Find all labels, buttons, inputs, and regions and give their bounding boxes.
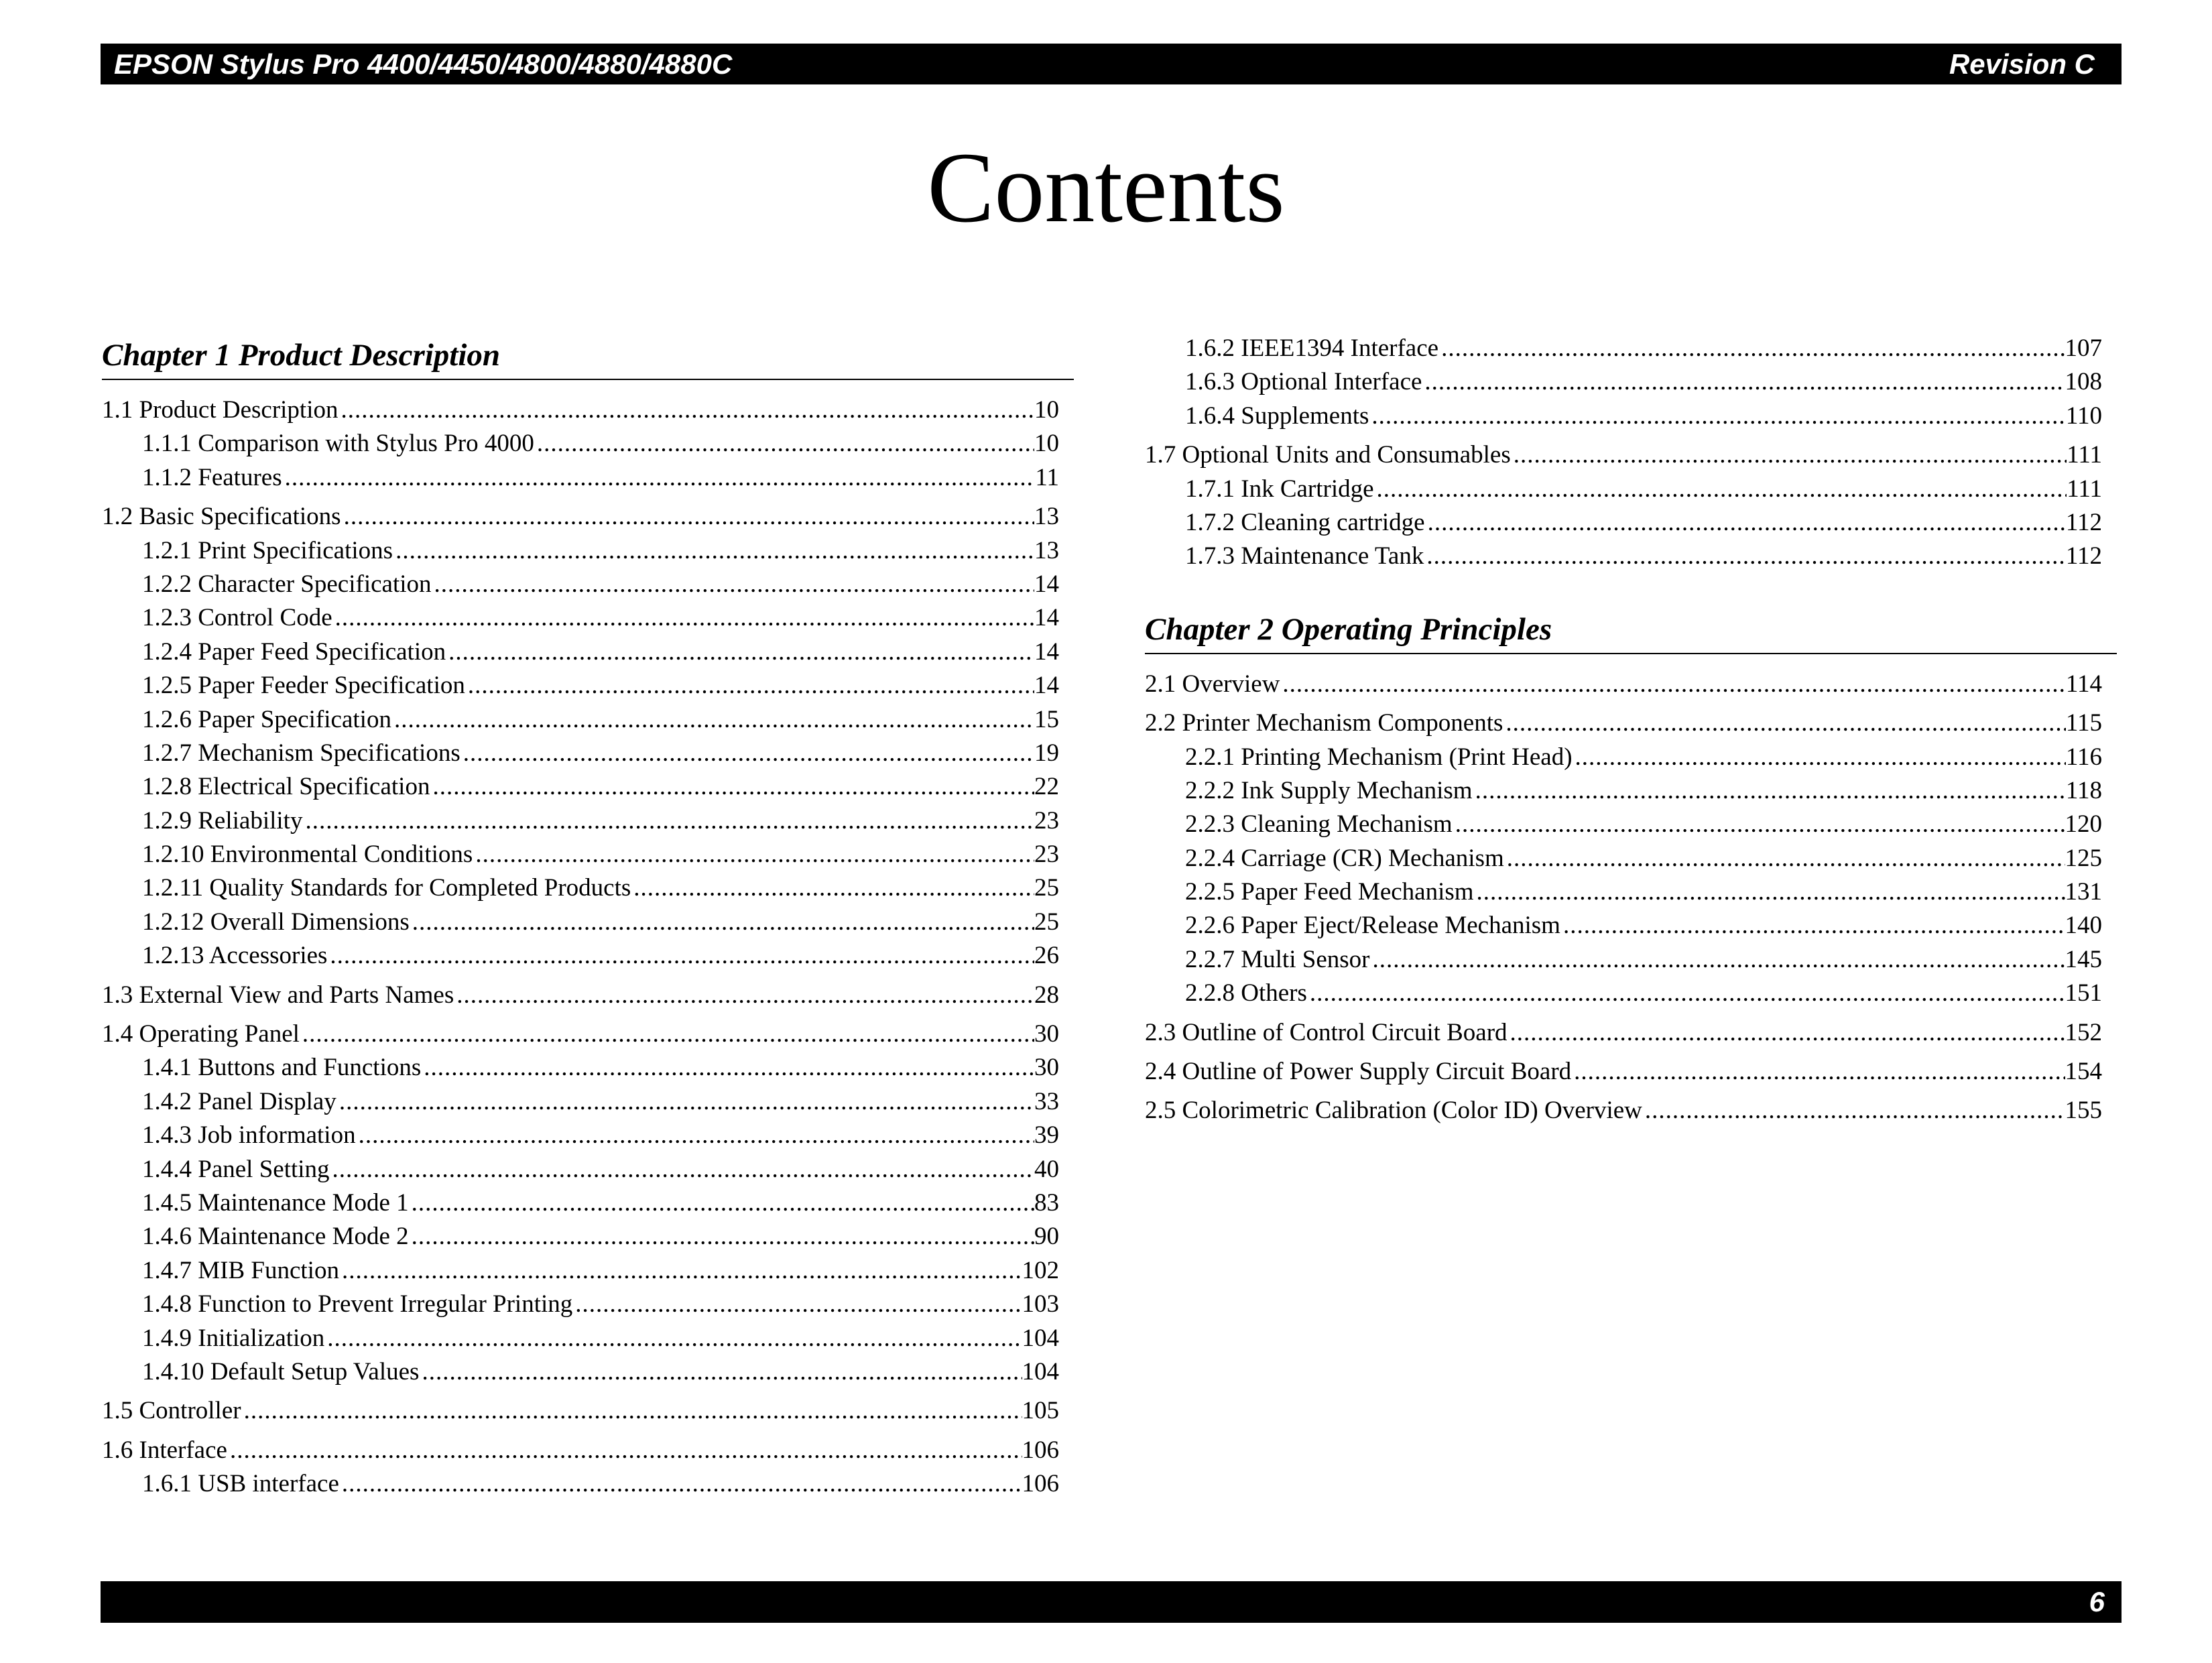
toc-entry-page: 103 (1022, 1290, 1059, 1318)
toc-entry-label: 1.7.2 Cleaning cartridge (1185, 508, 1425, 536)
dot-leader (1508, 1016, 2065, 1050)
toc-entry-label: 1.4.3 Job information (142, 1121, 356, 1150)
toc-entry-label: 2.2.3 Cleaning Mechanism (1185, 810, 1453, 839)
dot-leader (1425, 506, 2066, 540)
header-bar (101, 44, 2122, 84)
toc-entry-label: 1.2.6 Paper Specification (142, 705, 391, 733)
toc-entry[interactable] (1145, 668, 2117, 701)
toc-entry-label: 2.3 Outline of Control Circuit Board (1145, 1018, 1508, 1046)
dot-leader (341, 500, 1034, 534)
dot-leader (391, 703, 1034, 737)
toc-entry-label: 2.5 Colorimetric Calibration (Color ID) Overview (1145, 1097, 1642, 1125)
toc-entry-label: 1.2.1 Print Specifications (142, 536, 393, 564)
toc-entry-label: 2.2.1 Printing Mechanism (Print Head) (1185, 743, 1573, 771)
toc-entry-page: 155 (2065, 1097, 2102, 1125)
toc-entry[interactable] (102, 635, 1074, 669)
toc-entry-page: 23 (1034, 806, 1059, 835)
dot-leader (339, 1254, 1022, 1288)
toc-entry[interactable] (1145, 540, 2117, 573)
toc-entry-label: 1.4.6 Maintenance Mode 2 (142, 1223, 409, 1251)
dot-leader (1369, 399, 2065, 433)
toc-list (1145, 668, 2117, 1128)
toc-entry-page: 152 (2065, 1018, 2102, 1046)
dot-leader (473, 838, 1034, 871)
toc-entry[interactable] (102, 1467, 1074, 1501)
toc-entry-page: 28 (1034, 981, 1059, 1009)
toc-entry[interactable] (102, 1394, 1074, 1428)
toc-list (102, 393, 1074, 1501)
toc-entry-label: 1.2.3 Control Code (142, 604, 332, 632)
dot-leader (432, 568, 1035, 601)
toc-entry-page: 104 (1022, 1324, 1059, 1352)
toc-entry-label: 2.2.6 Paper Eject/Release Mechanism (1185, 912, 1560, 940)
toc-entry[interactable] (102, 1186, 1074, 1220)
toc-entry[interactable] (102, 1355, 1074, 1389)
right-column (1145, 332, 2117, 1128)
toc-entry-page: 105 (1022, 1397, 1059, 1425)
toc-entry-page: 106 (1022, 1436, 1059, 1464)
dot-leader (409, 1186, 1034, 1220)
dot-leader (338, 393, 1034, 427)
dot-leader (421, 1051, 1034, 1085)
toc-entry-label: 1.2.2 Character Specification (142, 570, 432, 598)
toc-entry-label: 1.6.3 Optional Interface (1185, 368, 1422, 396)
dot-leader (1424, 540, 2066, 573)
toc-entry-page: 111 (2067, 475, 2102, 503)
dot-leader (241, 1394, 1022, 1428)
toc-list (1145, 332, 2117, 574)
toc-entry-label: 2.2.7 Multi Sensor (1185, 945, 1370, 973)
toc-entry[interactable] (1145, 473, 2117, 506)
toc-entry[interactable] (1145, 909, 2117, 942)
chapter-heading[interactable]: Chapter 2 Operating Principles (1145, 606, 2117, 654)
toc-entry[interactable] (102, 1051, 1074, 1085)
document-title: EPSON Stylus Pro 4400/4450/4800/4880/4880C (114, 48, 733, 80)
toc-entry-page: 30 (1034, 1020, 1059, 1048)
toc-entry-page: 13 (1034, 503, 1059, 531)
dot-leader (460, 737, 1034, 770)
dot-leader (227, 1434, 1022, 1467)
toc-entry-label: 2.2.4 Carriage (CR) Mechanism (1185, 844, 1504, 872)
toc-entry[interactable] (1145, 1055, 2117, 1089)
dot-leader (1511, 438, 2067, 472)
toc-entry-label: 1.1.2 Features (142, 463, 282, 491)
toc-entry-page: 116 (2065, 743, 2102, 771)
toc-entry[interactable] (1145, 706, 2117, 740)
toc-entry-page: 102 (1022, 1256, 1059, 1284)
toc-entry-label: 1.2 Basic Specifications (102, 503, 341, 531)
toc-entry-label: 2.2.8 Others (1185, 979, 1307, 1007)
toc-entry-page: 23 (1034, 841, 1059, 869)
toc-entry[interactable] (1145, 506, 2117, 540)
toc-entry[interactable] (102, 534, 1074, 568)
page-title: Contents (927, 132, 1285, 243)
toc-entry-label: 1.2.9 Reliability (142, 806, 303, 835)
dot-leader (300, 1018, 1034, 1051)
dot-leader (1560, 909, 2065, 942)
toc-entry-label: 1.2.12 Overall Dimensions (142, 908, 410, 936)
toc-entry-page: 120 (2065, 810, 2102, 839)
toc-entry-label: 1.4.4 Panel Setting (142, 1155, 330, 1183)
toc-entry-page: 115 (2065, 709, 2102, 737)
toc-entry-page: 14 (1034, 570, 1059, 598)
toc-entry-page: 83 (1034, 1188, 1059, 1217)
dot-leader (330, 1153, 1034, 1186)
dot-leader (446, 635, 1034, 669)
toc-entry-label: 1.2.13 Accessories (142, 942, 328, 970)
toc-entry-label: 1.5 Controller (102, 1397, 241, 1425)
toc-entry-label: 1.6.2 IEEE1394 Interface (1185, 334, 1439, 362)
toc-entry-page: 25 (1034, 908, 1059, 936)
toc-entry[interactable] (102, 1288, 1074, 1321)
toc-entry-label: 1.6.4 Supplements (1185, 402, 1369, 430)
dot-leader (631, 871, 1034, 905)
toc-entry-page: 10 (1034, 396, 1059, 424)
toc-entry-page: 22 (1034, 773, 1059, 801)
toc-entry[interactable] (102, 1018, 1074, 1051)
toc-entry-page: 140 (2065, 912, 2102, 940)
dot-leader (332, 601, 1034, 635)
toc-entry[interactable] (1145, 365, 2117, 399)
dot-leader (1473, 774, 2066, 808)
toc-entry[interactable] (102, 906, 1074, 939)
toc-entry[interactable] (1145, 774, 2117, 808)
toc-entry-page: 118 (2065, 776, 2102, 804)
toc-entry-page: 30 (1034, 1054, 1059, 1082)
dot-leader (339, 1467, 1022, 1501)
toc-entry[interactable] (102, 393, 1074, 427)
toc-entry-label: 1.2.11 Quality Standards for Completed Products (142, 874, 631, 902)
toc-entry[interactable] (102, 1119, 1074, 1152)
toc-entry-page: 107 (2065, 334, 2102, 362)
toc-entry-page: 104 (1022, 1357, 1059, 1385)
toc-entry-label: 2.2.2 Ink Supply Mechanism (1185, 776, 1473, 804)
toc-entry-page: 14 (1034, 672, 1059, 700)
toc-entry-page: 26 (1034, 942, 1059, 970)
dot-leader (430, 770, 1034, 804)
toc-entry-page: 114 (2065, 670, 2102, 698)
dot-leader (1571, 1055, 2065, 1089)
toc-entry-page: 39 (1034, 1121, 1059, 1150)
toc-entry-label: 1.2.10 Environmental Conditions (142, 841, 473, 869)
toc-entry-label: 1.7.3 Maintenance Tank (1185, 542, 1424, 570)
toc-entry[interactable] (1145, 438, 2117, 472)
toc-entry-label: 1.4.8 Function to Prevent Irregular Printing (142, 1290, 573, 1318)
toc-entry-label: 1.4.1 Buttons and Functions (142, 1054, 422, 1082)
toc-entry-label: 1.4.10 Default Setup Values (142, 1357, 420, 1385)
toc-entry-label: 2.2.5 Paper Feed Mechanism (1185, 878, 1474, 906)
toc-entry[interactable] (102, 939, 1074, 973)
toc-entry-page: 151 (2065, 979, 2102, 1007)
toc-entry-label: 1.4.7 MIB Function (142, 1256, 339, 1284)
toc-entry[interactable] (102, 871, 1074, 905)
toc-entry[interactable] (1145, 1094, 2117, 1127)
toc-entry[interactable] (102, 461, 1074, 495)
page-number: 6 (2089, 1586, 2105, 1617)
toc-entry[interactable] (1145, 332, 2117, 365)
toc-entry-label: 1.2.8 Electrical Specification (142, 773, 430, 801)
chapter-heading[interactable]: Chapter 1 Product Description (102, 332, 1074, 380)
toc-entry[interactable] (1145, 808, 2117, 841)
toc-entry[interactable] (102, 1085, 1074, 1119)
toc-entry[interactable] (102, 804, 1074, 838)
toc-entry[interactable] (102, 979, 1074, 1012)
toc-entry[interactable] (1145, 1016, 2117, 1050)
toc-entry-page: 154 (2065, 1058, 2102, 1086)
dot-leader (1642, 1094, 2065, 1127)
toc-entry-page: 25 (1034, 874, 1059, 902)
toc-entry[interactable] (102, 669, 1074, 702)
dot-leader (465, 669, 1034, 702)
dot-leader (410, 906, 1034, 939)
toc-entry-page: 131 (2065, 878, 2102, 906)
toc-entry-label: 1.1.1 Comparison with Stylus Pro 4000 (142, 430, 534, 458)
toc-entry-page: 10 (1034, 430, 1059, 458)
toc-entry-page: 13 (1034, 536, 1059, 564)
toc-entry-label: 1.4.5 Maintenance Mode 1 (142, 1188, 409, 1217)
dot-leader (1374, 473, 2067, 506)
toc-entry-page: 111 (2067, 441, 2102, 469)
toc-entry[interactable] (102, 703, 1074, 737)
dot-leader (336, 1085, 1034, 1119)
dot-leader (356, 1119, 1034, 1152)
toc-entry-label: 1.7 Optional Units and Consumables (1145, 441, 1511, 469)
toc-entry[interactable] (102, 1254, 1074, 1288)
dot-leader (1307, 977, 2065, 1010)
toc-entry[interactable] (102, 770, 1074, 804)
dot-leader (1474, 875, 2065, 909)
dot-leader (393, 534, 1034, 568)
toc-entry[interactable] (1145, 741, 2117, 774)
dot-leader (282, 461, 1036, 495)
toc-entry-page: 33 (1034, 1087, 1059, 1115)
revision-label: Revision C (1949, 48, 2095, 80)
toc-entry-page: 40 (1034, 1155, 1059, 1183)
toc-entry-page: 19 (1034, 739, 1059, 767)
toc-entry-page: 14 (1034, 604, 1059, 632)
dot-leader (534, 427, 1034, 460)
toc-entry-page: 108 (2065, 368, 2102, 396)
toc-entry-label: 1.6.1 USB interface (142, 1470, 339, 1498)
toc-entry[interactable] (1145, 943, 2117, 977)
dot-leader (1422, 365, 2065, 399)
dot-leader (1280, 668, 2065, 701)
dot-leader (327, 939, 1034, 973)
toc-entry-label: 1.7.1 Ink Cartridge (1185, 475, 1374, 503)
toc-entry-label: 1.4.2 Panel Display (142, 1087, 336, 1115)
toc-entry-label: 1.2.5 Paper Feeder Specification (142, 672, 465, 700)
dot-leader (409, 1220, 1034, 1253)
toc-entry[interactable] (1145, 977, 2117, 1010)
toc-entry-page: 145 (2065, 945, 2102, 973)
dot-leader (324, 1322, 1022, 1355)
toc-entry-page: 112 (2065, 542, 2102, 570)
toc-entry-page: 90 (1034, 1223, 1059, 1251)
left-column (102, 332, 1074, 1501)
toc-entry-label: 2.2 Printer Mechanism Components (1145, 709, 1503, 737)
toc-entry-label: 2.4 Outline of Power Supply Circuit Board (1145, 1058, 1572, 1086)
toc-entry[interactable] (1145, 399, 2117, 433)
dot-leader (1504, 842, 2065, 875)
toc-entry-page: 11 (1035, 463, 1059, 491)
dot-leader (454, 979, 1034, 1012)
dot-leader (419, 1355, 1022, 1389)
toc-entry[interactable] (102, 1434, 1074, 1467)
toc-entry[interactable] (1145, 842, 2117, 875)
toc-entry-page: 125 (2065, 844, 2102, 872)
toc-entry[interactable] (102, 1220, 1074, 1253)
toc-entry-page: 15 (1034, 705, 1059, 733)
toc-entry-label: 1.6 Interface (102, 1436, 227, 1464)
toc-entry[interactable] (102, 1153, 1074, 1186)
dot-leader (1369, 943, 2065, 977)
toc-entry[interactable] (102, 427, 1074, 460)
toc-entry-page: 106 (1022, 1470, 1059, 1498)
toc-entry-page: 14 (1034, 637, 1059, 666)
dot-leader (572, 1288, 1022, 1321)
toc-entry-label: 1.2.7 Mechanism Specifications (142, 739, 460, 767)
toc-entry-label: 1.4 Operating Panel (102, 1020, 300, 1048)
dot-leader (1438, 332, 2065, 365)
toc-entry[interactable] (102, 838, 1074, 871)
dot-leader (1503, 706, 2065, 740)
toc-entry-label: 2.1 Overview (1145, 670, 1280, 698)
dot-leader (1573, 741, 2066, 774)
toc-entry[interactable] (102, 500, 1074, 534)
toc-entry-label: 1.3 External View and Parts Names (102, 981, 454, 1009)
toc-entry-page: 112 (2065, 508, 2102, 536)
toc-entry[interactable] (1145, 875, 2117, 909)
toc-entry-page: 110 (2065, 402, 2102, 430)
footer-bar (101, 1581, 2122, 1623)
toc-entry[interactable] (102, 601, 1074, 635)
toc-entry[interactable] (102, 568, 1074, 601)
dot-leader (302, 804, 1034, 838)
toc-entry[interactable] (102, 737, 1074, 770)
toc-entry-label: 1.1 Product Description (102, 396, 339, 424)
dot-leader (1453, 808, 2065, 841)
toc-entry-label: 1.2.4 Paper Feed Specification (142, 637, 446, 666)
toc-entry[interactable] (102, 1322, 1074, 1355)
toc-entry-label: 1.4.9 Initialization (142, 1324, 325, 1352)
